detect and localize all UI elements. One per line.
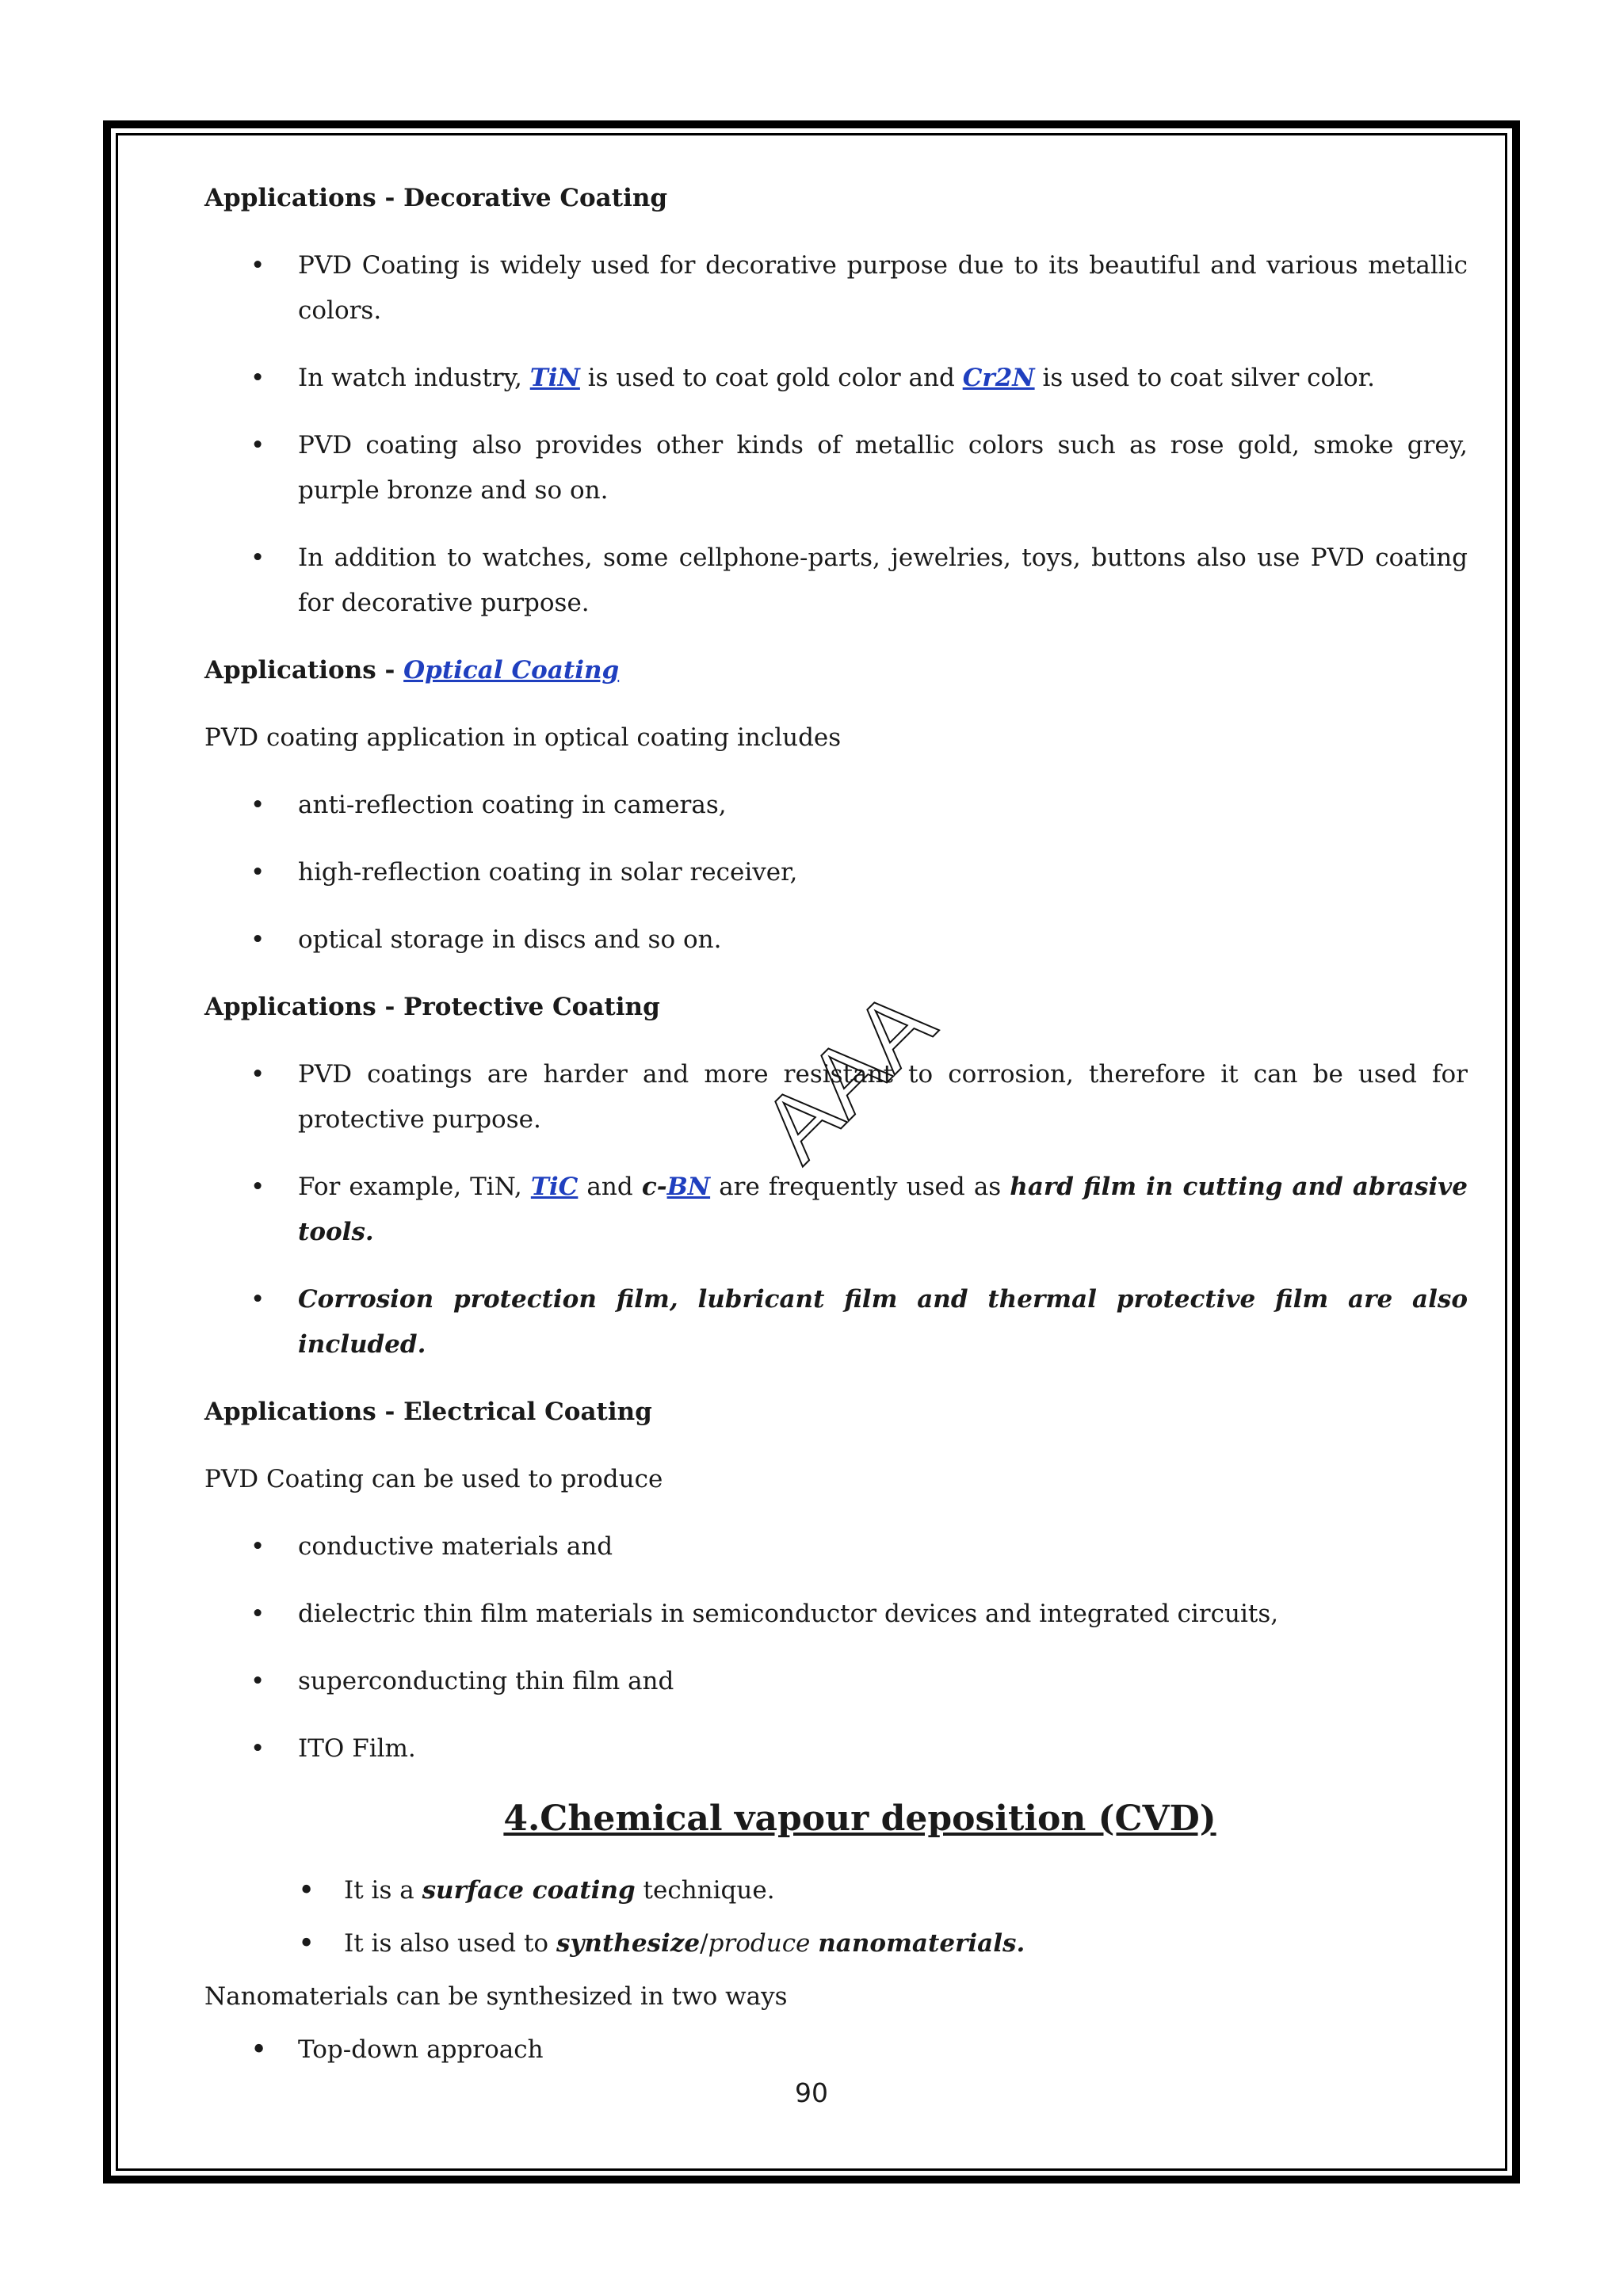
list-item: • optical storage in discs and so on. <box>250 925 722 954</box>
list-item: • It is a surface coating technique. <box>298 1875 775 1907</box>
list-item: • In watch industry, TiN is used to coat gold color and Cr2N is used to coat silver color. <box>250 364 1375 392</box>
section-title: 4.Chemical vapour deposition (CVD) <box>503 1798 1216 1839</box>
bn-link[interactable]: BN <box>666 1173 711 1201</box>
approach-list <box>204 2027 1468 2073</box>
cvd-intro: Nanomaterials can be synthesized in two ways <box>204 1982 788 2011</box>
list-item: • Top-down approach <box>250 2034 544 2066</box>
list-item: • high-reflection coating in solar receiver, <box>250 858 798 887</box>
tin-link[interactable]: TiN <box>529 364 580 392</box>
protective-heading: Applications - Protective Coating <box>204 993 660 1021</box>
list-item: • superconducting thin film and <box>250 1667 674 1695</box>
optical-heading: Applications - Optical Coating <box>204 656 620 685</box>
electrical-intro: PVD Coating can be used to produce <box>204 1465 663 1493</box>
optical-coating-link[interactable]: Optical Coating <box>403 656 620 685</box>
tic-link[interactable]: TiC <box>530 1173 579 1201</box>
optical-list <box>204 783 1468 963</box>
cr2n-link[interactable]: Cr2N <box>962 364 1035 392</box>
list-item: • conductive materials and <box>250 1532 613 1561</box>
list-item: • In addition to watches, some cellphone-parts, jewelries, toys, buttons also use PVD coating for decorative purpose. <box>250 543 1468 617</box>
page-number: 90 <box>795 2077 828 2108</box>
optical-intro: PVD coating application in optical coating includes <box>204 723 842 752</box>
list-item: • PVD coatings are harder and more resistant to corrosion, therefore it can be used for protective purpose. <box>250 1060 1468 1134</box>
cvd-list <box>204 1868 1468 1966</box>
list-item: • Corrosion protection film, lubricant film and thermal protective film are also included. <box>250 1285 1468 1359</box>
list-item: • PVD Coating is widely used for decorative purpose due to its beautiful and various metallic colors. <box>250 251 1468 325</box>
list-item: • ITO Film. <box>250 1734 416 1763</box>
list-item: • PVD coating also provides other kinds of metallic colors such as rose gold, smoke grey, purple bronze and so on. <box>250 431 1468 505</box>
list-item: • dielectric thin film materials in semiconductor devices and integrated circuits, <box>250 1600 1279 1628</box>
list-item: • anti-reflection coating in cameras, <box>250 791 727 819</box>
decorative-heading: Applications - Decorative Coating <box>204 184 668 212</box>
decorative-list <box>204 243 1468 626</box>
electrical-list <box>204 1524 1468 1772</box>
list-item: • For example, TiN, TiC and c-BN are frequently used as hard film in cutting and abrasive tools. <box>250 1173 1468 1246</box>
watermark: AAA <box>742 968 956 1182</box>
list-item: • It is also used to synthesize/produce nanomaterials. <box>298 1928 1025 1960</box>
electrical-heading: Applications - Electrical Coating <box>204 1398 652 1426</box>
